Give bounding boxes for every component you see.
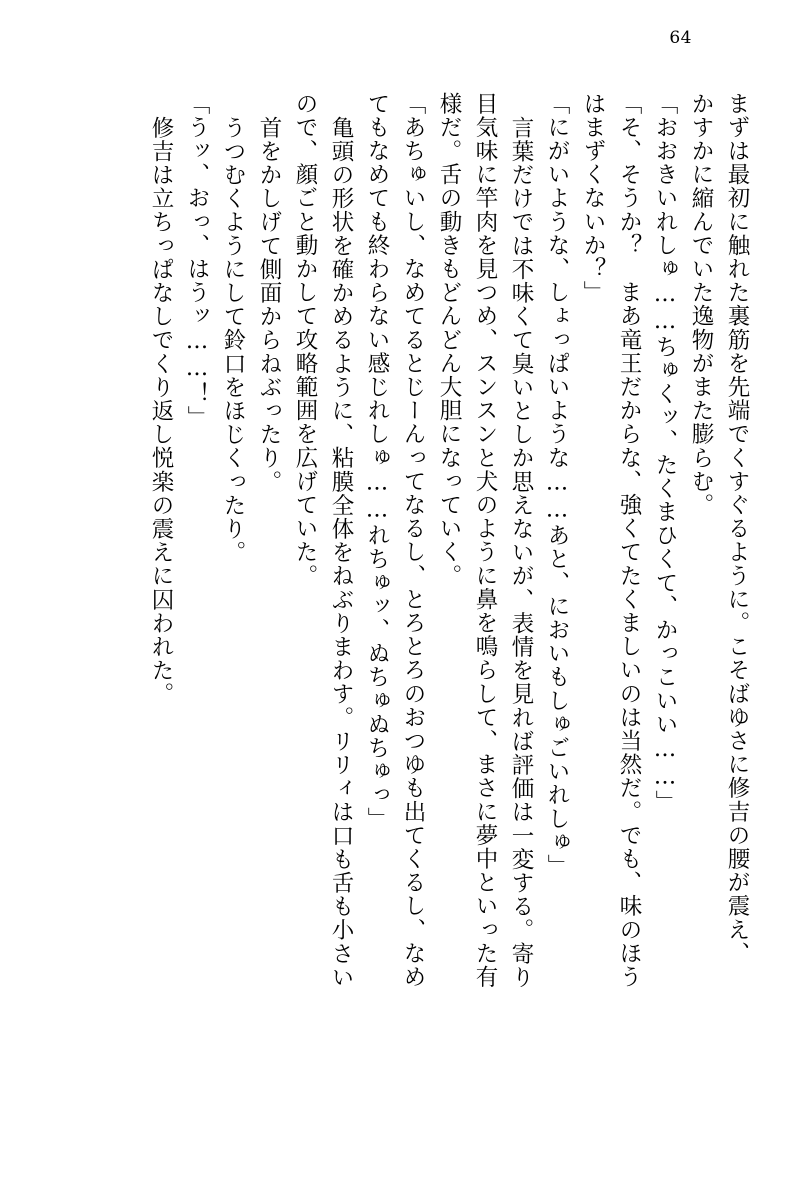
text-column: かすかに縮んでいた逸物がまた膨らむ。 bbox=[688, 92, 714, 517]
vertical-text-body bbox=[52, 92, 748, 1120]
text-column: 目気味に竿肉を見つめ、スンスンと犬のように鼻を鳴らして、まさに夢中といった有 bbox=[472, 92, 498, 989]
text-column: てもなめても終わらない感じれしゅ……れちゅッ、ぬちゅぬちゅっ」 bbox=[364, 92, 390, 831]
text-column: 首をかしげて側面からねぶったり。 bbox=[256, 116, 282, 494]
text-column: 修吉は立ちっぱなしでくり返し悦楽の震えに囚われた。 bbox=[148, 116, 174, 706]
text-column: 言葉だけでは不味くて臭いとしか思えないが、表情を見れば評価は一変する。寄り bbox=[508, 116, 534, 990]
text-column: まずは最初に触れた裏筋を先端でくすぐるように。こそばゆさに修吉の腰が震え、 bbox=[724, 92, 750, 966]
text-column: 「にがいような、しょっぱいような……あと、においもしゅごいれしゅ」 bbox=[544, 92, 570, 878]
text-column: ので、顔ごと動かして攻略範囲を広げていた。 bbox=[292, 92, 318, 588]
text-column: はまずくないか？」 bbox=[580, 92, 606, 305]
text-column: 「そ、そうか？ まあ竜王だからな、強くてたくましいのは当然だ。でも、味のほう bbox=[616, 92, 642, 989]
page-number: 64 bbox=[669, 28, 692, 48]
text-column: 亀頭の形状を確かめるように、粘膜全体をねぶりまわす。リリィは口も舌も小さい bbox=[328, 116, 354, 990]
text-column: うつむくようにして鈴口をほじくったり。 bbox=[220, 116, 246, 565]
text-column: 様だ。舌の動きもどんどん大胆になっていく。 bbox=[436, 92, 462, 588]
text-column: 「うッ、おっ、はうッ……！」 bbox=[184, 92, 210, 430]
text-column: 「おおきいれしゅ……ちゅくッ、たくまひくて、かっこいい……」 bbox=[652, 92, 678, 814]
text-column: 「あちゅいし、なめてるとじーんってなるし、とろとろのおつゆも出てくるし、なめ bbox=[400, 92, 426, 989]
